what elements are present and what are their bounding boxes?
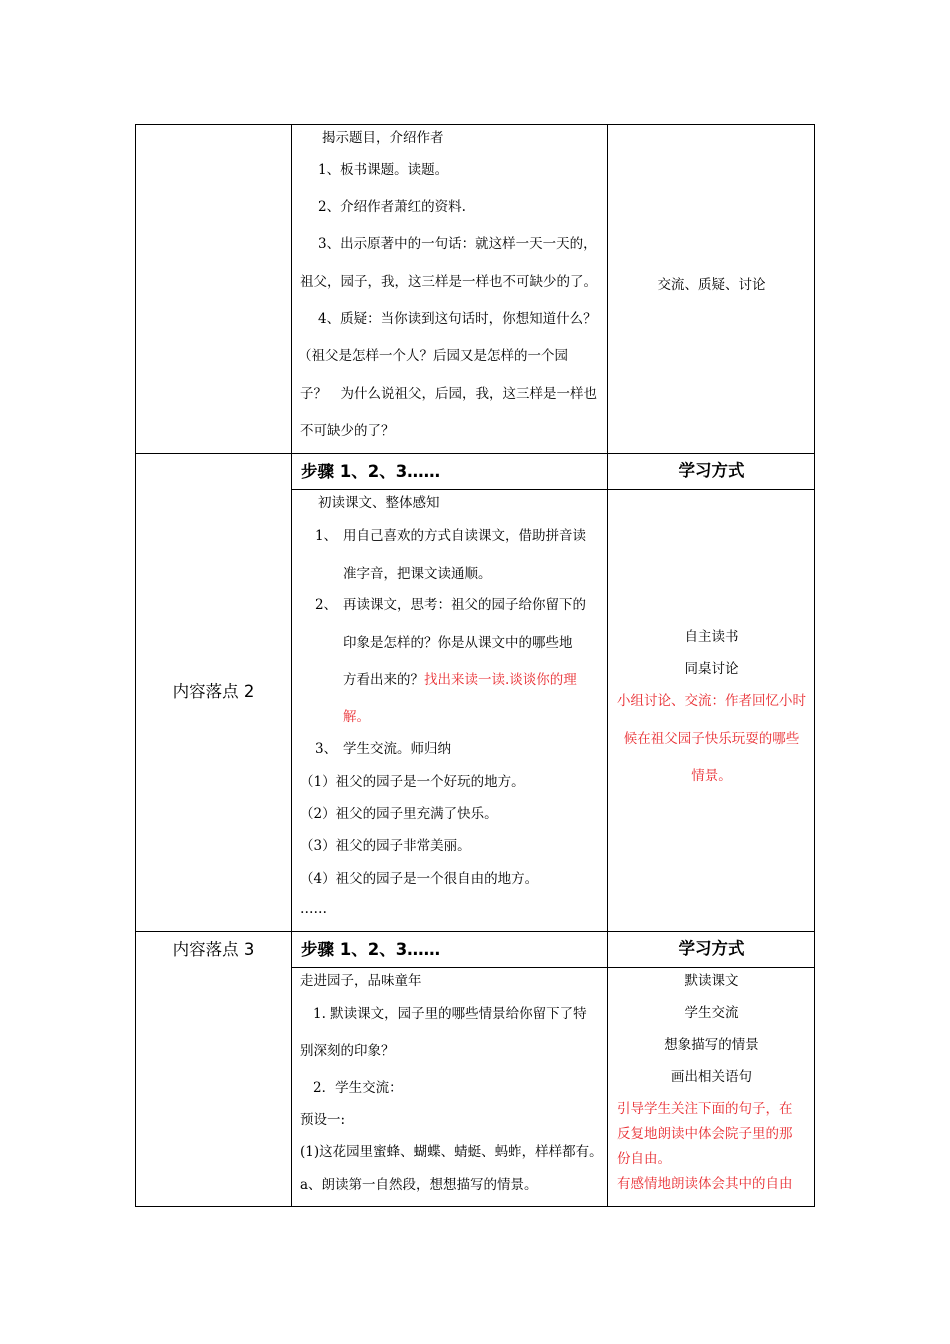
section1-line: 1、板书课题。读题。 <box>318 162 449 178</box>
section3-line: 预设一: <box>300 1112 346 1128</box>
section3-line: 别深刻的印象？ <box>300 1043 395 1059</box>
section3-title: 走进园子，品味童年 <box>300 973 422 989</box>
section3-method: 画出相关语句 <box>671 1069 752 1085</box>
row-divider-4 <box>291 967 815 968</box>
section1-line: （祖父是怎样一个人？后园又是怎样的一个园 <box>298 348 568 364</box>
section2-method-highlight: 情景。 <box>691 768 732 784</box>
summary-point: （4）祖父的园子是一个很自由的地方。 <box>300 871 539 887</box>
section2-method: 自主读书 <box>684 629 739 645</box>
section1-line: 4、质疑：当你读到这句话时，你想知道什么？ <box>318 311 597 327</box>
section3-method: 默读课文 <box>684 973 739 989</box>
section2-method: 同桌讨论 <box>684 661 739 677</box>
section1-line: 子？ 为什么说祖父，后园，我，这三样是一样也 <box>300 386 597 402</box>
section2-title: 初读课文、整体感知 <box>318 495 440 511</box>
highlight-text: 找出来读一读.谈谈你的理 <box>424 672 577 688</box>
section1-title: 揭示题目，介绍作者 <box>322 130 444 146</box>
section3-line: a、朗读第一自然段，想想描写的情景。 <box>300 1177 538 1193</box>
section3-line: 1. 默读课文，园子里的哪些情景给你留下了特 <box>313 1006 587 1022</box>
section2-line: 再读课文，思考：祖父的园子给你留下的 <box>343 597 586 613</box>
summary-point: （2）祖父的园子里充满了快乐。 <box>300 806 498 822</box>
method-header: 学习方式 <box>678 461 745 480</box>
section3-method: 想象描写的情景 <box>664 1037 759 1053</box>
step-header: 步骤 1、2、3…… <box>301 940 441 959</box>
section1-line: 2、介绍作者萧红的资料. <box>318 199 466 215</box>
method-header: 学习方式 <box>678 939 745 958</box>
section3-line: 2．学生交流： <box>313 1080 403 1096</box>
section3-method: 学生交流 <box>684 1005 739 1021</box>
section1-method: 交流、质疑、讨论 <box>657 277 766 293</box>
section3-method-highlight: 有感情地朗读体会其中的自由 <box>617 1176 793 1192</box>
section2-method-highlight: 小组讨论、交流：作者回忆小时 <box>617 693 806 709</box>
row-divider-3 <box>135 931 815 932</box>
section3-label: 内容落点 3 <box>172 940 255 959</box>
section2-line: 印象是怎样的？你是从课文中的哪些地 <box>343 635 573 651</box>
section3-method-highlight: 份自由。 <box>617 1151 671 1167</box>
section3-line: (1)这花园里蜜蜂、蝴蝶、蜻蜓、蚂蚱，样样都有。 <box>300 1144 603 1160</box>
item-number: 1、 <box>315 528 338 544</box>
section3-method-highlight: 引导学生关注下面的句子，在 <box>617 1101 793 1117</box>
column-divider-1 <box>291 124 292 1207</box>
section2-line-part: 方看出来的？ <box>343 672 424 688</box>
section3-method-highlight: 反复地朗读中体会院子里的那 <box>617 1126 793 1142</box>
item-number: 2、 <box>315 597 338 613</box>
item-number: 3、 <box>315 741 338 757</box>
step-header: 步骤 1、2、3…… <box>301 462 441 481</box>
section2-label: 内容落点 2 <box>172 682 255 701</box>
summary-point: （3）祖父的园子非常美丽。 <box>300 838 471 854</box>
highlight-text: 解。 <box>343 709 370 725</box>
row-divider-1 <box>135 453 815 454</box>
section2-line <box>343 672 577 688</box>
section2-line: 用自己喜欢的方式自读课文，借助拼音读 <box>343 528 586 544</box>
section2-line: 准字音，把课文读通顺。 <box>343 566 492 582</box>
ellipsis: …… <box>300 901 327 917</box>
section2-line: 学生交流。师归纳 <box>343 741 451 757</box>
row-divider-2 <box>291 489 815 490</box>
section1-line: 祖父，园子，我，这三样是一样也不可缺少的了。 <box>300 274 597 290</box>
summary-point: （1）祖父的园子是一个好玩的地方。 <box>300 774 525 790</box>
section2-method-highlight: 候在祖父园子快乐玩耍的哪些 <box>623 731 800 747</box>
section1-line: 3、出示原著中的一句话：就这样一天一天的， <box>318 236 597 252</box>
section1-line: 不可缺少的了？ <box>300 423 395 439</box>
